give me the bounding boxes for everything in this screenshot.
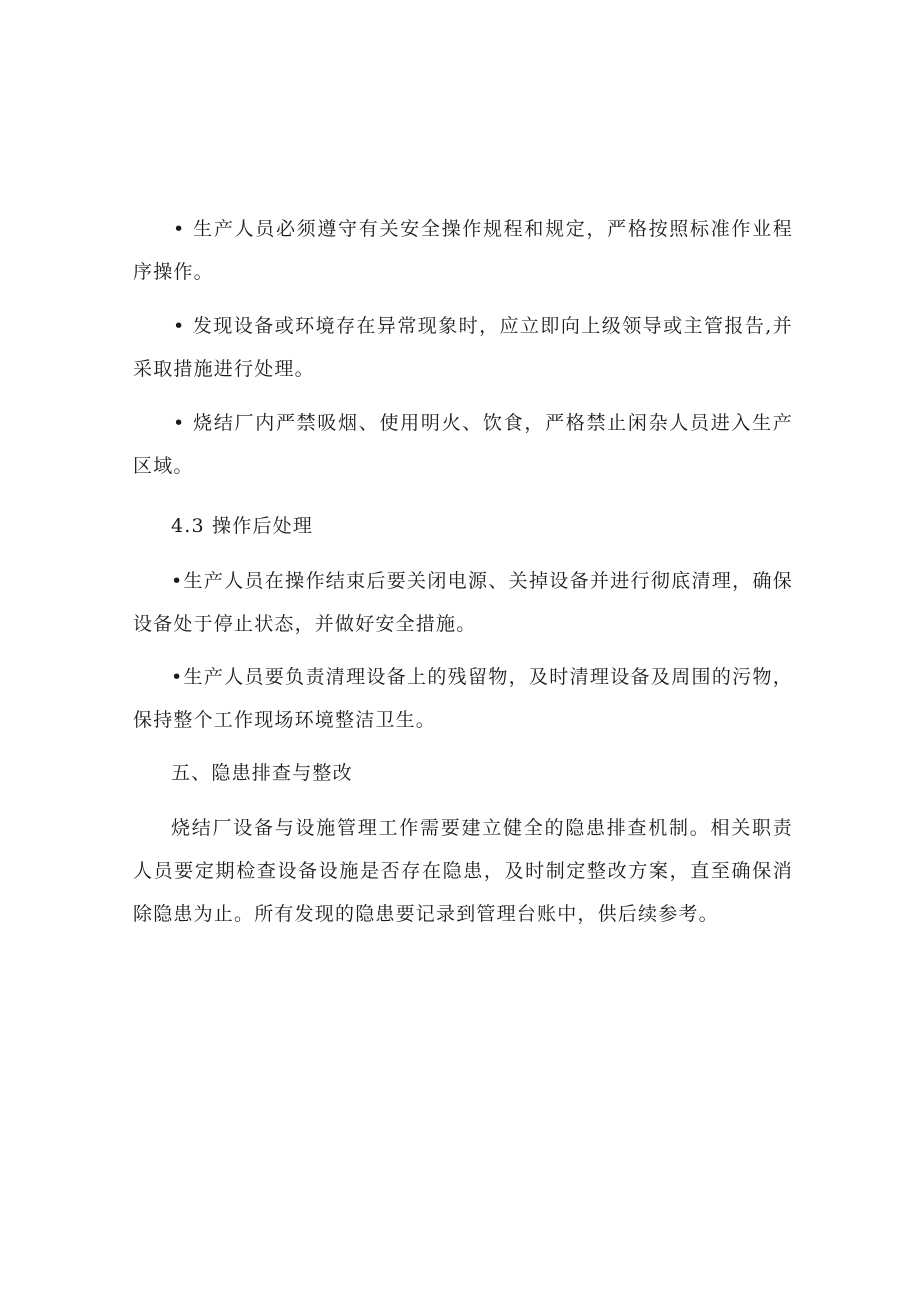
bullet-paragraph: •生产人员在操作结束后要关闭电源、关掉设备并进行彻底清理，确保设备处于停止状态，并做好安全措施。: [133, 570, 793, 635]
section-heading-5: 五、隐患排查与整改: [171, 762, 353, 784]
body-paragraph: 烧结厂设备与设施管理工作需要建立健全的隐患排查机制。相关职责人员要定期检查设备设施是否存在隐患，及时制定整改方案，直至确保消除隐患为止。所有发现的隐患要记录到管理台账中，供后续参考。: [133, 817, 793, 925]
bullet-paragraph: • 发现设备或环境存在异常现象时，应立即向上级领导或主管报告,并采取措施进行处理。: [133, 315, 793, 380]
bullet-paragraph: • 烧结厂内严禁吸烟、使用明火、饮食，严格禁止闲杂人员进入生产区域。: [133, 412, 793, 477]
bullet-paragraph: •生产人员要负责清理设备上的残留物，及时清理设备及周围的污物，保持整个工作现场环境整洁卫生。: [133, 666, 793, 731]
section-heading-4-3: 4.3 操作后处理: [171, 515, 314, 537]
bullet-paragraph: • 生产人员必须遵守有关安全操作规程和规定，严格按照标准作业程序操作。: [133, 218, 793, 283]
